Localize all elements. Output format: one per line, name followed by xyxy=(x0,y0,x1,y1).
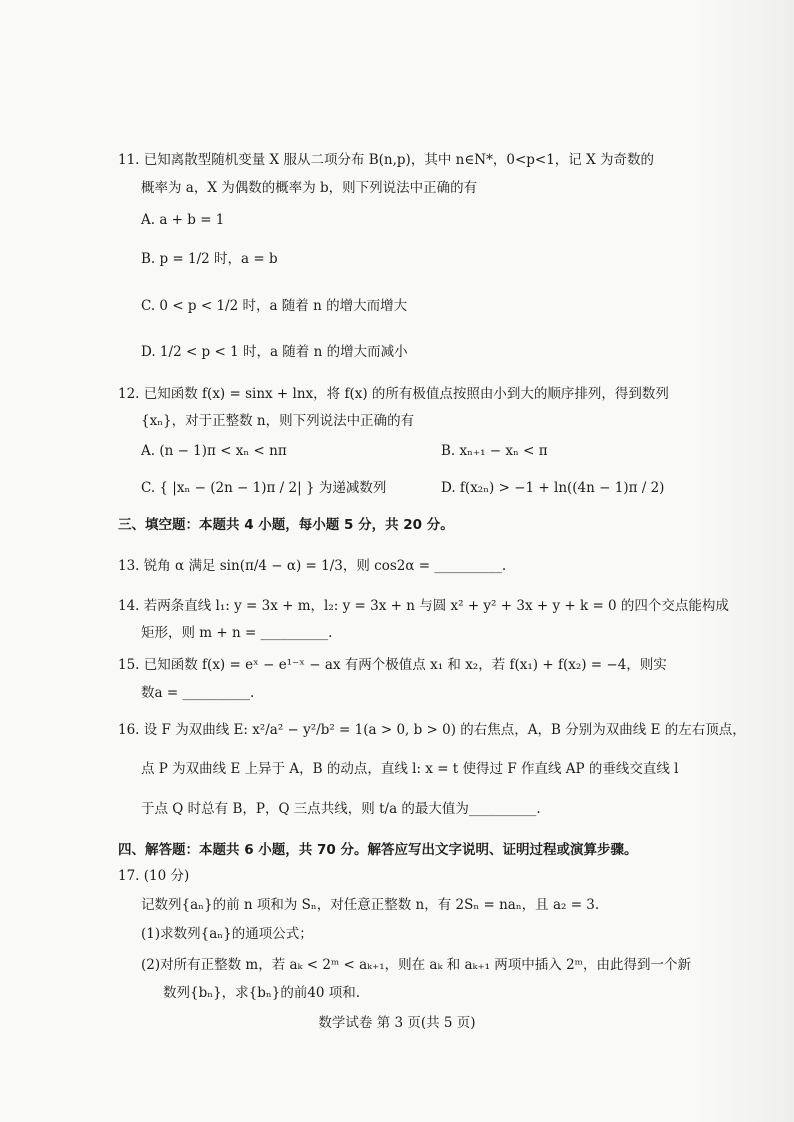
q11-stem-line1: 11. 已知离散型随机变量 X 服从二项分布 B(n,p)，其中 n∈N*，0<p<1，记 X 为奇数的 xyxy=(118,152,655,168)
q12-stem-line1: 12. 已知函数 f(x) = sinx + lnx，将 f(x) 的所有极值点按照由小到大的顺序排列，得到数列 xyxy=(118,386,669,402)
q16-line2: 点 P 为双曲线 E 上异于 A，B 的动点，直线 l: x = t 使得过 F 作直线 AP 的垂线交直线 l xyxy=(141,761,679,777)
q17-part1: (1)求数列{aₙ}的通项公式； xyxy=(141,926,313,942)
q11-option-a: A. a + b = 1 xyxy=(141,212,225,228)
q11-option-c: C. 0 < p < 1/2 时，a 随着 n 的增大而增大 xyxy=(141,298,408,314)
q15-line1: 15. 已知函数 f(x) = eˣ − e¹⁻ˣ − ax 有两个极值点 x₁ 和 x₂，若 f(x₁) + f(x₂) = −4，则实 xyxy=(118,657,667,673)
q12-option-c: C. { |xₙ − (2n − 1)π / 2| } 为递减数列 xyxy=(141,480,387,496)
q11-stem-line2: 概率为 a，X 为偶数的概率为 b，则下列说法中正确的有 xyxy=(141,180,478,196)
q14-line2: 矩形，则 m + n = __________. xyxy=(141,625,333,641)
section-4-heading: 四、解答题：本题共 6 小题，共 70 分。解答应写出文字说明、证明过程或演算步骤。 xyxy=(118,842,638,858)
section-3-heading: 三、填空题：本题共 4 小题，每小题 5 分，共 20 分。 xyxy=(118,517,454,533)
q17-line1: 记数列{aₙ}的前 n 项和为 Sₙ，对任意正整数 n，有 2Sₙ = naₙ，且 a₂ = 3. xyxy=(141,897,600,913)
q12-option-a: A. (n − 1)π < xₙ < nπ xyxy=(141,443,287,459)
q17-part2-line2: 数列{bₙ}，求{bₙ}的前40 项和. xyxy=(163,985,361,1001)
q17-header: 17. (10 分) xyxy=(118,868,190,884)
q14-line1: 14. 若两条直线 l₁: y = 3x + m，l₂: y = 3x + n 与圆 x² + y² + 3x + y + k = 0 的四个交点能构成 xyxy=(118,598,729,614)
q11-option-b: B. p = 1/2 时，a = b xyxy=(141,251,278,267)
q12-option-d: D. f(x₂ₙ) > −1 + ln((4n − 1)π / 2) xyxy=(441,480,665,496)
q11-option-d: D. 1/2 < p < 1 时，a 随着 n 的增大而减小 xyxy=(141,344,408,360)
q16-line1: 16. 设 F 为双曲线 E: x²/a² − y²/b² = 1(a > 0, b > 0) 的右焦点，A，B 分别为双曲线 E 的左右顶点， xyxy=(118,722,746,738)
page-footer: 数学试卷 第 3 页(共 5 页) xyxy=(318,1015,476,1031)
q15-line2: 数a = __________. xyxy=(141,685,255,701)
q16-line3: 于点 Q 时总有 B，P，Q 三点共线，则 t/a 的最大值为__________. xyxy=(141,801,541,817)
q17-part2-line1: (2)对所有正整数 m，若 aₖ < 2ᵐ < aₖ₊₁，则在 aₖ 和 aₖ₊₁ 两项中插入 2ᵐ，由此得到一个新 xyxy=(141,957,691,973)
q13: 13. 锐角 α 满足 sin(π/4 − α) = 1/3，则 cos2α = __________. xyxy=(118,558,507,574)
q12-stem-line2: {xₙ}，对于正整数 n，则下列说法中正确的有 xyxy=(141,413,415,429)
q12-option-b: B. xₙ₊₁ − xₙ < π xyxy=(441,443,548,459)
